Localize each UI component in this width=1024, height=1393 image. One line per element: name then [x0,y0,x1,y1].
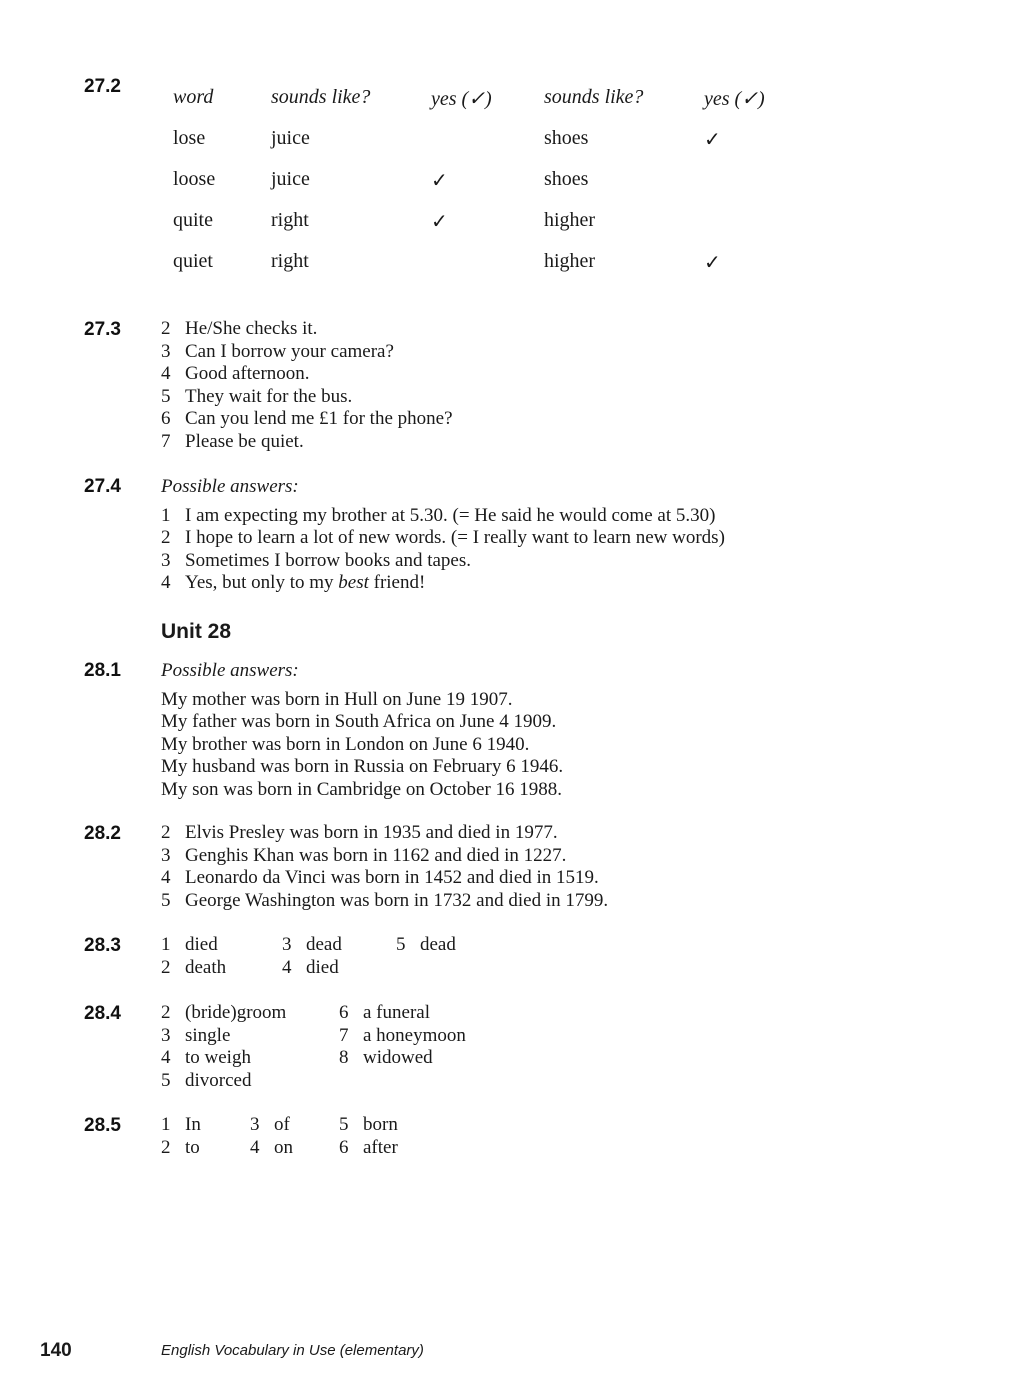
exercise-28-5-column-3 [339,1114,398,1159]
exercise-number-28-5: 28.5 [84,1115,121,1136]
exercise-28-3-column-1 [161,934,226,979]
item-text: divorced [185,1069,252,1091]
item-number: 3 [161,844,171,866]
item-number: 2 [161,1136,171,1158]
item-number: 3 [161,1024,171,1046]
item-text-start: Yes, but only to my [185,572,339,593]
item-number: 1 [161,934,171,955]
item-number: 2 [161,318,171,339]
list-item [161,1137,201,1160]
exercise-28-4-column-1 [161,1002,286,1092]
item-number: 2 [161,1002,171,1023]
list-item [161,845,608,868]
item-text: dead [306,934,342,955]
list-item [161,822,608,845]
item-number: 2 [161,822,171,843]
item-text: They wait for the bus. [185,385,353,407]
list-item [161,1002,286,1025]
exercise-number-28-4: 28.4 [84,1003,121,1024]
item-number: 5 [339,1114,349,1135]
item-number: 4 [250,1136,260,1158]
list-item: My brother was born in London on June 6 1940. [161,733,530,755]
item-number: 3 [250,1114,260,1135]
item-text: Can I borrow your camera? [185,340,394,362]
list-item [161,867,608,890]
item-text: single [185,1024,231,1046]
item-text: after [363,1136,398,1158]
item-number: 3 [161,340,171,362]
cell-word: quite [173,209,213,231]
exercise-number-28-1: 28.1 [84,660,121,681]
item-number: 2 [161,527,171,548]
page-number: 140 [40,1340,72,1361]
list-item [161,957,226,980]
item-number: 2 [161,956,171,978]
list-item [161,527,725,550]
header-word: word [173,86,214,108]
item-number: 5 [161,385,171,407]
item-number: 4 [282,956,292,978]
item-number: 7 [339,1024,349,1046]
list-item [161,1025,286,1048]
cell-check-2: ✓ [704,252,721,274]
item-text: a funeral [363,1002,430,1023]
list-item [161,363,453,386]
item-text: widowed [363,1047,433,1068]
list-item [282,957,342,980]
exercise-28-2-answers [161,822,608,912]
item-text: on [274,1136,293,1158]
item-text: to [185,1136,200,1158]
item-text: Leonardo da Vinci was born in 1452 and died in 1519. [185,867,599,888]
possible-answers-label: Possible answers: [161,660,299,681]
list-item: My son was born in Cambridge on October 16 1988. [161,778,563,800]
item-text [185,572,425,595]
list-item [339,1047,466,1070]
cell-sounds-like-1: right [271,209,309,231]
item-text: to weigh [185,1047,251,1068]
item-text: He/She checks it. [185,318,318,339]
item-text: born [363,1114,398,1135]
item-number: 1 [161,504,171,526]
exercise-28-1-answers [161,660,563,801]
item-number: 6 [339,1136,349,1158]
item-number: 6 [161,408,171,429]
exercise-28-5-column-1 [161,1114,201,1159]
item-text-end: friend! [368,572,426,593]
item-number: 5 [161,1069,171,1091]
item-number: 4 [161,867,171,888]
list-item [161,934,226,957]
item-text: a honeymoon [363,1024,466,1046]
item-text: In [185,1114,201,1135]
cell-sounds-like-1: juice [271,127,310,149]
list-item [161,572,725,595]
cell-word: lose [173,127,206,149]
cell-check-2: ✓ [704,129,721,151]
exercise-number-27-4: 27.4 [84,476,121,497]
list-item [282,934,342,957]
cell-check-1: ✓ [431,170,448,192]
item-number: 7 [161,430,171,452]
header-yes-2: yes (✓) [704,88,765,110]
cell-word: loose [173,168,216,190]
list-item [161,890,608,913]
header-sounds-like-1: sounds like? [271,86,371,108]
header-sounds-like-2: sounds like? [544,86,644,108]
item-text-emphasis: best [338,572,369,593]
list-item [161,431,453,454]
cell-sounds-like-1: right [271,250,309,272]
item-text: Can you lend me £1 for the phone? [185,408,453,429]
exercise-28-3-column-2 [282,934,342,979]
cell-sounds-like-1: juice [271,168,310,190]
list-item: My father was born in South Africa on June 4 1909. [161,711,557,732]
list-item [161,318,453,341]
item-text: death [185,956,227,978]
list-item [161,386,453,409]
list-item [161,408,453,431]
item-number: 4 [161,363,171,384]
item-number: 4 [161,572,171,593]
exercise-27-3-answers [161,318,453,453]
cell-sounds-like-2: shoes [544,127,589,149]
list-item [161,1070,286,1093]
item-text: George Washington was born in 1732 and died in 1799. [185,889,609,911]
item-text: died [306,956,339,978]
item-number: 8 [339,1047,349,1068]
item-number: 3 [282,934,292,955]
item-text: Good afternoon. [185,363,310,384]
list-item [161,1114,201,1137]
item-text: Genghis Khan was born in 1162 and died in 1227. [185,844,567,866]
cell-word: quiet [173,250,213,272]
list-item [161,1047,286,1070]
unit-title: Unit 28 [161,620,232,643]
item-text: dead [420,934,456,955]
exercise-27-4-answers [161,476,725,595]
list-item [339,1114,398,1137]
list-item [161,505,725,528]
exercise-28-4-column-2 [339,1002,466,1070]
list-item [250,1137,293,1160]
cell-sounds-like-2: higher [544,209,596,231]
item-text: I hope to learn a lot of new words. (= I really want to learn new words) [185,527,725,548]
item-number: 6 [339,1002,349,1023]
cell-sounds-like-2: shoes [544,168,589,190]
exercise-28-5-column-2 [250,1114,293,1159]
item-text: died [185,934,218,955]
exercise-28-3-column-3 [396,934,456,957]
item-text: (bride)groom [185,1002,287,1023]
item-number: 3 [161,549,171,571]
exercise-number-28-2: 28.2 [84,823,121,844]
book-title: English Vocabulary in Use (elementary) [161,1342,424,1359]
list-item [250,1114,293,1137]
list-item [339,1025,466,1048]
list-item: My husband was born in Russia on February 6 1946. [161,756,564,777]
list-item: My mother was born in Hull on June 19 1907. [161,688,513,710]
item-text: Elvis Presley was born in 1935 and died in 1977. [185,822,558,843]
header-yes-1: yes (✓) [431,88,492,110]
item-text: Please be quiet. [185,430,304,452]
item-number: 5 [161,889,171,911]
item-text: Sometimes I borrow books and tapes. [185,549,472,571]
item-number: 1 [161,1114,171,1135]
list-item [339,1002,466,1025]
item-text: I am expecting my brother at 5.30. (= He said he would come at 5.30) [185,504,716,526]
list-item [396,934,456,957]
list-item [161,341,453,364]
cell-sounds-like-2: higher [544,250,596,272]
possible-answers-label: Possible answers: [161,476,299,497]
cell-check-1: ✓ [431,211,448,233]
exercise-number-28-3: 28.3 [84,935,121,956]
exercise-number-27-2: 27.2 [84,76,121,97]
item-number: 5 [396,934,406,955]
exercise-number-27-3: 27.3 [84,319,121,340]
list-item [161,550,725,573]
item-number: 4 [161,1047,171,1068]
item-text: of [274,1114,290,1135]
list-item [339,1137,398,1160]
